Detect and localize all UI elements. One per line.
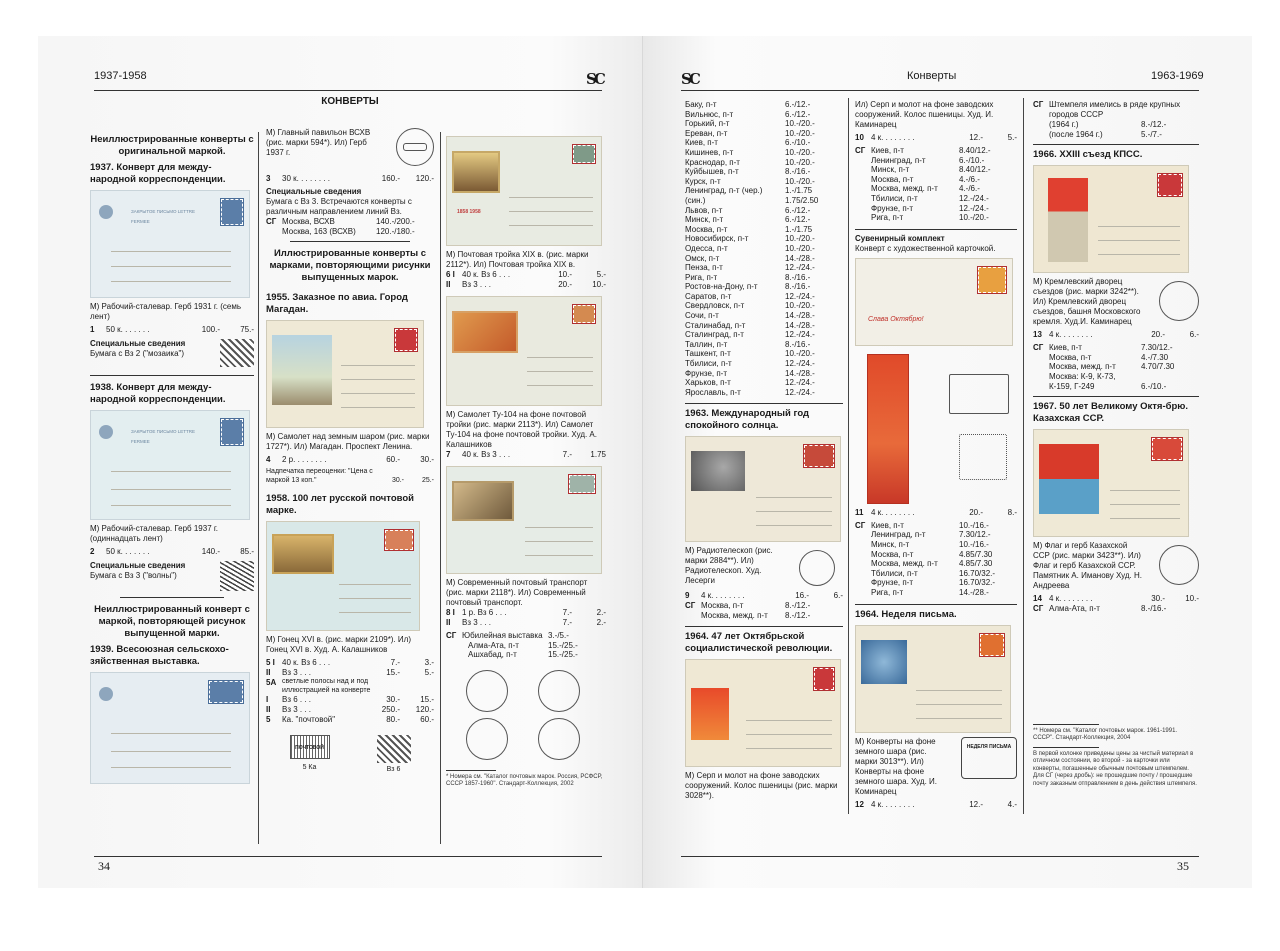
troika-illustration xyxy=(452,151,500,193)
column-divider xyxy=(848,98,849,814)
postmark-city-row: Минск, п-т 8.40/12.- xyxy=(871,165,991,175)
postmark-city-row: Куйбышев, п-т 8.-/16.- xyxy=(685,167,811,177)
envelope-1964-october xyxy=(685,659,841,767)
postmark-city-row: Рига, п-т 14.-/28.- xyxy=(871,587,989,597)
postmark-ashkhabad xyxy=(538,670,580,712)
column-divider xyxy=(440,132,441,844)
postmark-city-row: Ленинград, п-т 7.30/12.- xyxy=(871,530,991,540)
column-divider xyxy=(258,132,259,844)
postmark-city-row: Горький, п-т 10.-/20.- xyxy=(685,119,815,129)
entry-title-1938: 1938. Конверт для между-народной корреспонденции. xyxy=(90,382,226,405)
right-header-title: Конверты xyxy=(907,70,957,82)
entry-title-1939: 1939. Всесоюзная сельскохо-зяйственная выставка. xyxy=(90,644,229,667)
price-row: 11 4 к. . . . . . . . 20.- 8.- xyxy=(855,507,1017,517)
right-col-3 xyxy=(1033,100,1199,788)
column-divider xyxy=(1023,98,1024,814)
postmark-city-row: Москва, п-т 4.-/7.30 xyxy=(1049,352,1169,362)
postmark-almaata xyxy=(466,670,508,712)
postmark-city-row: Минск, п-т 6.-/12.- xyxy=(685,215,811,225)
special-info-head: Специальные сведения xyxy=(90,561,186,570)
postmark-city-row: Баку, п-т 6.-/12.- xyxy=(685,100,811,109)
price-row: 3 30 к. . . . . . . . 160.- 120.- xyxy=(266,174,434,183)
price-note: В первой колонке приведены цены за чистый материал в отличном состоянии, во второй - за карточки или конверты, погашенные обычным почтовым штемпелем. Для СГ (через дробь): не прошедшие почту / прошедшие почту заказным отправлением в день действия штемпеля. xyxy=(1033,750,1197,787)
postmark-city-row: Ярославль, п-т 12.-/24.- xyxy=(685,387,815,397)
stamp-image xyxy=(221,419,243,445)
courier-illustration xyxy=(272,534,334,574)
entry-desc: М) Флаг и герб Казахской ССР (рис. марки 3423**). Ил) Флаг и герб Казахской ССР. Памятник А. Иманову Худ. Н. Андреева xyxy=(1033,541,1142,591)
envelope-letter-week xyxy=(855,625,1011,733)
postmark-city-row: Киев, п-т 7.30/12.- xyxy=(1049,343,1173,353)
postmark-city-row: Таллин, п-т 8.-/16.- xyxy=(685,339,811,349)
price-row: II Вз 3 . . . 250.- 120.- xyxy=(266,705,434,715)
stamp-image xyxy=(978,267,1006,293)
entry-desc: М) Конверты на фоне земного шара (рис. марки 3013**). Ил) Конверты на фоне земного шара. Худ. И. Коминарец xyxy=(855,736,937,796)
variety-label: Вз 6 xyxy=(386,766,401,774)
overprint-note: Надпечатка переоценки: "Цена с маркой 13 коп." xyxy=(266,468,373,485)
envelope-1937 xyxy=(90,190,250,298)
postmark-city-row: Свердловск, п-т 10.-/20.- xyxy=(685,301,815,311)
postmark-vskhv xyxy=(396,128,434,166)
stamp-image xyxy=(573,145,595,163)
envelope-transport xyxy=(446,466,602,574)
watermark-mosaic-image xyxy=(220,339,254,367)
stamp-image xyxy=(804,445,834,467)
watermark-vz6-image xyxy=(377,735,411,763)
postmark-city-row: Киев, п-т 8.40/12.- xyxy=(871,146,991,155)
postmark-1967 xyxy=(1159,545,1199,585)
postmark-city-row: Омск, п-т 14.-/28.- xyxy=(685,253,815,263)
price-row: 8 I 1 р. Вз 6 . . . 7.- 2.- xyxy=(446,608,606,617)
price-row: II Вз 3 . . . 7.- 2.- xyxy=(446,618,606,627)
price-row: 2 50 к. . . . . . . 140.- 85.- xyxy=(90,547,254,556)
stamp-image xyxy=(814,668,834,690)
postmark-city-row: Ереван, п-т 10.-/20.- xyxy=(685,128,815,138)
envelope-print: ЗАКРЫТОЕ ПИСЬМО LETTRE FERMEE xyxy=(131,209,195,224)
header-rule xyxy=(681,90,1199,91)
postmark-city-row: Москва, п-т 4.-/6.- xyxy=(871,174,980,184)
postmark-city-row: Рига, п-т 10.-/20.- xyxy=(871,213,989,223)
envelope-1966 xyxy=(1033,165,1189,273)
postcard-illustration xyxy=(867,354,909,504)
postmark-city-row: Тбилиси, п-т 16.70/32.- xyxy=(871,568,996,578)
publisher-logo: SC xyxy=(681,70,698,88)
left-col-3 xyxy=(446,132,606,789)
price-row: 5 I 40 к. Вз 6 . . . 7.- 3.- xyxy=(266,658,434,668)
intro-note: СГ Штемпеля имелись в ряде крупных городов СССР (1964 г.) 8.-/12.- (после 1964 г.) 5.-/7.- xyxy=(1033,100,1181,139)
envelope-1955 xyxy=(266,320,424,428)
price-row: 6 I 40 к. Вз 6 . . . 10.- 5.- xyxy=(446,270,606,279)
entry-desc: М) Современный почтовый транспорт (рис. марки 2118*). Ил) Современный почтовый транспорт. xyxy=(446,578,588,607)
postmark-city-row: Фрунзе, п-т 12.-/24.- xyxy=(871,203,989,213)
stamp-image xyxy=(395,329,417,351)
postmark-list: СГ Киев, п-т 7.30/12.- Москва, п-т 4.-/7.30 Москва, межд. п-т 4.70/7.30 Москва: К-9, К-73, К-159, Г-249 6.-/10.- xyxy=(1033,343,1199,391)
postmark-1966 xyxy=(1159,281,1199,321)
radiotelescope-illustration xyxy=(691,451,745,491)
postmark-city-row: Киев, п-т 6.-/10.- xyxy=(685,138,811,148)
postmark-cancel xyxy=(466,718,508,760)
postmark-city-row: Рига, п-т 8.-/16.- xyxy=(685,272,811,282)
envelope-year: 1858 1958 xyxy=(457,209,481,215)
postmark-city-row: Минск, п-т 10.-/16.- xyxy=(871,539,989,549)
postmark-city-row: Москва, п-т 1.-/1.75 xyxy=(685,224,813,234)
emblem-icon xyxy=(99,205,113,219)
postmark-list: СГ Киев, п-т 8.40/12.- Ленинград, п-т 6.-/10.- Минск, п-т 8.40/12.- Москва, п-т 4.-/6.- Москва, межд. п-т 4.-/6.- Тбилиси, п-т 12.-/24.- Фрунзе, п-т 12.-/24.- Рига, п-т 10.-/20.- xyxy=(855,146,1017,223)
postmark-city-row: Москва, п-т 4.85/7.30 xyxy=(871,549,993,559)
entry-desc: М) Рабочий-сталевар. Герб 1931 г. (семь лент) xyxy=(90,302,242,321)
subhead-unillustrated: Неиллюстрированные конверты с оригинальной маркой. xyxy=(90,134,254,157)
postmark-city-row: Ленинград, п-т (чер.) 1.-/1.75 xyxy=(685,186,813,196)
right-header-years: 1963-1969 xyxy=(1151,70,1204,82)
kremlin-illustration xyxy=(1048,178,1088,262)
price-row: 13 4 к. . . . . . . . 20.- 6.- xyxy=(1033,330,1199,340)
entry-desc: М) Рабочий-сталевар. Герб 1937 г. (одиннадцать лент) xyxy=(90,524,219,543)
stamp-image xyxy=(221,199,243,225)
price-row: 1 50 к. . . . . . . 100.- 75.- xyxy=(90,325,254,334)
entry-desc: М) Почтовая тройка XIX в. (рис. марки 2112*). Ил) Почтовая тройка XIX в. xyxy=(446,250,589,269)
entry-title-1937: 1937. Конверт для между-народной корреспонденции. xyxy=(90,162,226,185)
price-row: 10 4 к. . . . . . . . 12.- 5.- xyxy=(855,133,1017,142)
special-info-head: Специальные сведения xyxy=(90,339,186,348)
envelope-tu104 xyxy=(446,296,602,406)
postmark-city-row: Ростов-на-Дону, п-т 8.-/16.- xyxy=(685,282,811,292)
price-row: I Вз 6 . . . 30.- 15.- xyxy=(266,695,434,705)
hammer-sickle-illustration xyxy=(691,688,729,740)
page-number: 34 xyxy=(98,859,110,873)
postmark-city-row: Харьков, п-т 12.-/24.- xyxy=(685,378,815,388)
postmark-letter-week: НЕДЕЛЯ ПИСЬМА xyxy=(961,737,1017,779)
postmark-city-row: Ташкент, п-т 10.-/20.- xyxy=(685,349,815,359)
header-rule xyxy=(94,90,602,91)
price-row: 12 4 к. . . . . . . . 12.- 4.- xyxy=(855,799,1017,809)
postmark-city-row: Сталинабад, п-т 14.-/28.- xyxy=(685,320,815,330)
postmark-city-row: Москва, межд. п-т 4.-/6.- xyxy=(871,184,980,194)
postmark-city-row: Фрунзе, п-т 16.70/32.- xyxy=(871,578,996,588)
envelope-1958-courier xyxy=(266,521,420,631)
entry-desc: М) Кремлевский дворец съездов (рис. марки 3242**). Ил) Кремлевский дворец съездов, башня Московского кремля. Худ.И. Каминарец xyxy=(1033,277,1141,327)
postmark-list: СГ Москва, п-т 8.-/12.- Москва, межд. п-т 8.-/12.- xyxy=(685,601,811,620)
price-row: II Вз 3 . . . 15.- 5.- xyxy=(266,668,434,678)
entry-desc: М) Серп и молот на фоне заводских сооружений. Колос пшеницы (рис. марки 3028**). xyxy=(685,770,838,800)
postmark-city-row: Фрунзе, п-т 14.-/28.- xyxy=(685,368,815,378)
price-row: 5 Ка. "почтовой" 80.- 60.- xyxy=(266,715,434,725)
tu104-illustration xyxy=(452,311,518,353)
postmark-1963 xyxy=(783,546,843,588)
postmark-city-row: Сочи, п-т 14.-/28.- xyxy=(685,311,815,321)
postmark-city-row: Ленинград, п-т 6.-/10.- xyxy=(871,155,985,165)
price-row: 4 2 р. . . . . . . . 60.- 30.- xyxy=(266,455,434,465)
postmark-list: СГ Юбилейная выставка 3.-/5.- Алма-Ата, п-т 15.-/25.- Ашхабад, п-т 15.-/25.- xyxy=(446,631,578,660)
entry-title-1964-letter-week: 1964. Неделя письма. xyxy=(855,608,957,620)
right-page xyxy=(643,36,1252,888)
price-row: 5A светлые полосы над и под иллюстрацией на конверте xyxy=(266,678,371,694)
postmark-city-row: Краснодар, п-т 10.-/20.- xyxy=(685,157,815,167)
envelope-1963 xyxy=(685,436,841,542)
entry-desc: М) Самолет над земным шаром (рис. марки 1727*). Ил) Магадан. Проспект Ленина. xyxy=(266,432,430,452)
special-info: Бумага с Вз 2 ("мозаика") xyxy=(90,349,185,358)
left-header-years: 1937-1958 xyxy=(94,70,147,82)
postmark-city-row: Одесса, п-т 10.-/20.- xyxy=(685,243,815,253)
stamp-image xyxy=(385,530,413,550)
stamp-image xyxy=(980,634,1004,656)
section-title: КОНВЕРТЫ xyxy=(321,96,379,107)
postmark-city-row: К-159, Г-249 6.-/10.- xyxy=(1049,381,1167,391)
entry-title-1955: 1955. Заказное по авиа. Город Магадан. xyxy=(266,292,408,316)
entry-title-1967: 1967. 50 лет Великому Октя-брю. Казахская ССР. xyxy=(1033,401,1189,425)
stamp-image xyxy=(1152,438,1182,460)
special-info: Бумага с Вз 3 ("волны") xyxy=(90,571,177,580)
subhead-with-stamp: Неиллюстрированный конверт с маркой, повторяющей рисунок выпущенной марки. xyxy=(94,604,250,639)
postmark-city-row: Тбилиси, п-т 12.-/24.- xyxy=(685,359,815,369)
postmark-souvenir xyxy=(949,374,1009,414)
right-col-2 xyxy=(855,100,1017,810)
left-page xyxy=(38,36,643,888)
entry-title-1958: 1958. 100 лет русской почтовой марке. xyxy=(266,493,414,517)
price-row: II Вз 3 . . . 20.- 10.- xyxy=(446,280,606,289)
catalog-spread xyxy=(38,36,1252,888)
kazakh-flag-illustration xyxy=(1039,444,1099,514)
entry-desc: Ил) Серп и молот на фоне заводских сооружений. Колос пшеницы. Худ. И. Каминарец xyxy=(855,100,994,129)
postmark-cancel xyxy=(538,718,580,760)
postmark-list: СГ Киев, п-т 10.-/16.- Ленинград, п-т 7.30/12.- Минск, п-т 10.-/16.- Москва, п-т 4.85/7.30 Москва, межд. п-т 4.85/7.30 Тбилиси, п-т 16.70/32.- Фрунзе, п-т 16.70/32.- Рига, п-т 14.-/28.- xyxy=(855,521,1017,598)
footer-rule xyxy=(681,856,1199,857)
entry-desc: М) Гонец XVI в. (рис. марки 2109*). Ил) Гонец XVI в. Худ. А. Калашников xyxy=(266,635,411,655)
postmark-city-row: Курск, п-т 10.-/20.- xyxy=(685,176,815,186)
postmark-city-row: Киев, п-т 10.-/16.- xyxy=(871,520,989,530)
globe-illustration xyxy=(861,640,907,684)
postmark-city-row: Саратов, п-т 12.-/24.- xyxy=(685,291,815,301)
souvenir-text: Конверт с художественной карточкой. xyxy=(855,243,996,253)
variety-label: 5 Ка xyxy=(302,764,317,772)
postmark-images xyxy=(446,666,606,764)
postmark-city-list xyxy=(685,100,843,397)
left-col-2: М) Главный павильон ВСХВ (рис. марки 594*). Ил) Герб 1937 г. 3 30 к. . . . . . . . 160.- 120.- Специальные сведения Бумага с Вз 3. Встречаются конверты с различным направлением линий Вз. СГ Москва, ВСХВ 140.-/200.- Москва, 163 (ВСХВ) 120.-/180.- Иллюстрированные конверты с марками, повторяющими рисунки выпущенных марок. 1955. Заказное по авиа. Город Магадан. М) Самолет над земным шаром (рис. марки 1727*). Ил) Магадан. Проспект Ленина. 4 2 р. . . . . . . . 60.- 30.- Надпечатка переоценки: "Цена с маркой 13 коп." 30.- 25.- 1958. 100 лет русской почтовой марке. М) Гонец XVI в. (рис. марки 2109*). Ил) Гонец XVI в. Худ. А. Калашников 5 I 40 к. Вз 6 . . . 7.- 3.- II Вз 3 . . . 15.- 5.- 5A светлые полосы над и под иллюстрацией на конверте I Вз 6 . . . 30.- 15.- II Вз 3 . . . 250.- 120.- 5 Ка. "почтовой" 80.- 60.- ПОЧТОВОЙ 5 Ка Вз 6 xyxy=(266,128,434,774)
entry-title-1966: 1966. XXIII съезд КПСС. xyxy=(1033,149,1143,161)
postmark-list: СГ Москва, ВСХВ 140.-/200.- Москва, 163 (ВСХВ) 120.-/180.- xyxy=(266,217,415,236)
postmark-souvenir xyxy=(959,434,1007,480)
price-row: 7 40 к. Вз 3 . . . 7.- 1.75 xyxy=(446,450,606,459)
postmark-city-row: Тбилиси, п-т 12.-/24.- xyxy=(871,193,989,203)
stamp-image xyxy=(573,305,595,323)
publisher-logo: SC xyxy=(586,70,603,88)
watermark-waves-image xyxy=(220,561,254,591)
envelope-print: ЗАКРЫТОЕ ПИСЬМО LETTRE FERMEE xyxy=(131,429,195,444)
stamp-image xyxy=(1158,174,1182,196)
subhead-illustrated: Иллюстрированные конверты с марками, повторяющими рисунки выпущенных марок. xyxy=(269,248,431,284)
entry-desc: М) Радиотелескоп (рис. марки 2884**). Ил) Радиотелескоп. Худ. Лесерги xyxy=(685,546,773,586)
footer-rule xyxy=(94,856,602,857)
footnote: ** Номера см. "Каталог почтовых марок. 1961-1991. СССР". Стандарт-Коллекция, 2004 xyxy=(1033,727,1178,742)
envelope-1939 xyxy=(90,672,250,784)
transport-illustration xyxy=(452,481,514,521)
postmark-city-row: Москва, межд. п-т 4.85/7.30 xyxy=(871,559,993,569)
envelope-troika xyxy=(446,136,602,246)
postmark-city-row: Москва: К-9, К-73, xyxy=(1049,371,1116,381)
postmark-city-row: Сталинград, п-т 12.-/24.- xyxy=(685,330,815,340)
entry-desc: М) Самолет Ту-104 на фоне почтовой тройки (рис. марки 2113*). Ил) Самолет Ту-104 на фоне почтовой тройки. Худ. А. Калашников xyxy=(446,410,597,449)
souvenir-envelope xyxy=(855,258,1013,346)
postmark-city-row: Кишинев, п-т 10.-/20.- xyxy=(685,147,815,157)
special-info: Бумага с Вз 3. Встречаются конверты с различным направлением линий Вз. xyxy=(266,197,412,216)
emblem-icon xyxy=(99,425,113,439)
postmark-city-row: Новосибирск, п-т 10.-/20.- xyxy=(685,234,815,244)
entry-title-1963: 1963. Международный год спокойного солнца. xyxy=(685,408,810,432)
price-row: 9 4 к. . . . . . . . 16.- 6.- xyxy=(685,591,843,601)
variety-5ka-image: ПОЧТОВОЙ xyxy=(290,735,330,759)
left-col-1 xyxy=(90,128,254,788)
postmark-list: СГ Алма-Ата, п-т 8.-/16.- xyxy=(1033,604,1167,614)
entry-desc: М) Главный павильон ВСХВ (рис. марки 594*). Ил) Герб 1937 г. xyxy=(266,128,371,157)
stamp-image xyxy=(569,475,595,493)
envelope-1938 xyxy=(90,410,250,520)
page-number: 35 xyxy=(1177,859,1189,873)
price-row: 14 4 к. . . . . . . . 30.- 10.- xyxy=(1033,594,1199,604)
postmark-city-row: Львов, п-т 6.-/12.- xyxy=(685,205,811,215)
special-info-head: Специальные сведения xyxy=(266,187,362,196)
entry-title-1964-october: 1964. 47 лет Октябрьской социалистической революции. xyxy=(685,630,833,654)
envelope-script: Слава Октябрю! xyxy=(868,315,924,323)
souvenir-head: Сувенирный комплект xyxy=(855,233,945,243)
footnote: * Номера см. "Каталог почтовых марок. Россия, РСФСР, СССР 1857-1960". Стандарт-Коллекция, 2002 xyxy=(446,773,603,788)
emblem-icon xyxy=(99,687,113,701)
postmark-city-row: (син.) 1.75/2.50 xyxy=(685,195,819,205)
postmark-city-row: Москва, межд. п-т 4.70/7.30 xyxy=(1049,362,1175,372)
postmark-city-row: Пенза, п-т 12.-/24.- xyxy=(685,263,815,273)
postmark-city-row: Вильнюс, п-т 6.-/12.- xyxy=(685,109,811,119)
envelope-1967 xyxy=(1033,429,1189,537)
stamp-image xyxy=(209,681,243,703)
magadan-illustration xyxy=(272,335,332,405)
price-table-1958 xyxy=(266,658,434,725)
souvenir-card-set xyxy=(855,352,1017,508)
right-col-1 xyxy=(685,100,843,801)
